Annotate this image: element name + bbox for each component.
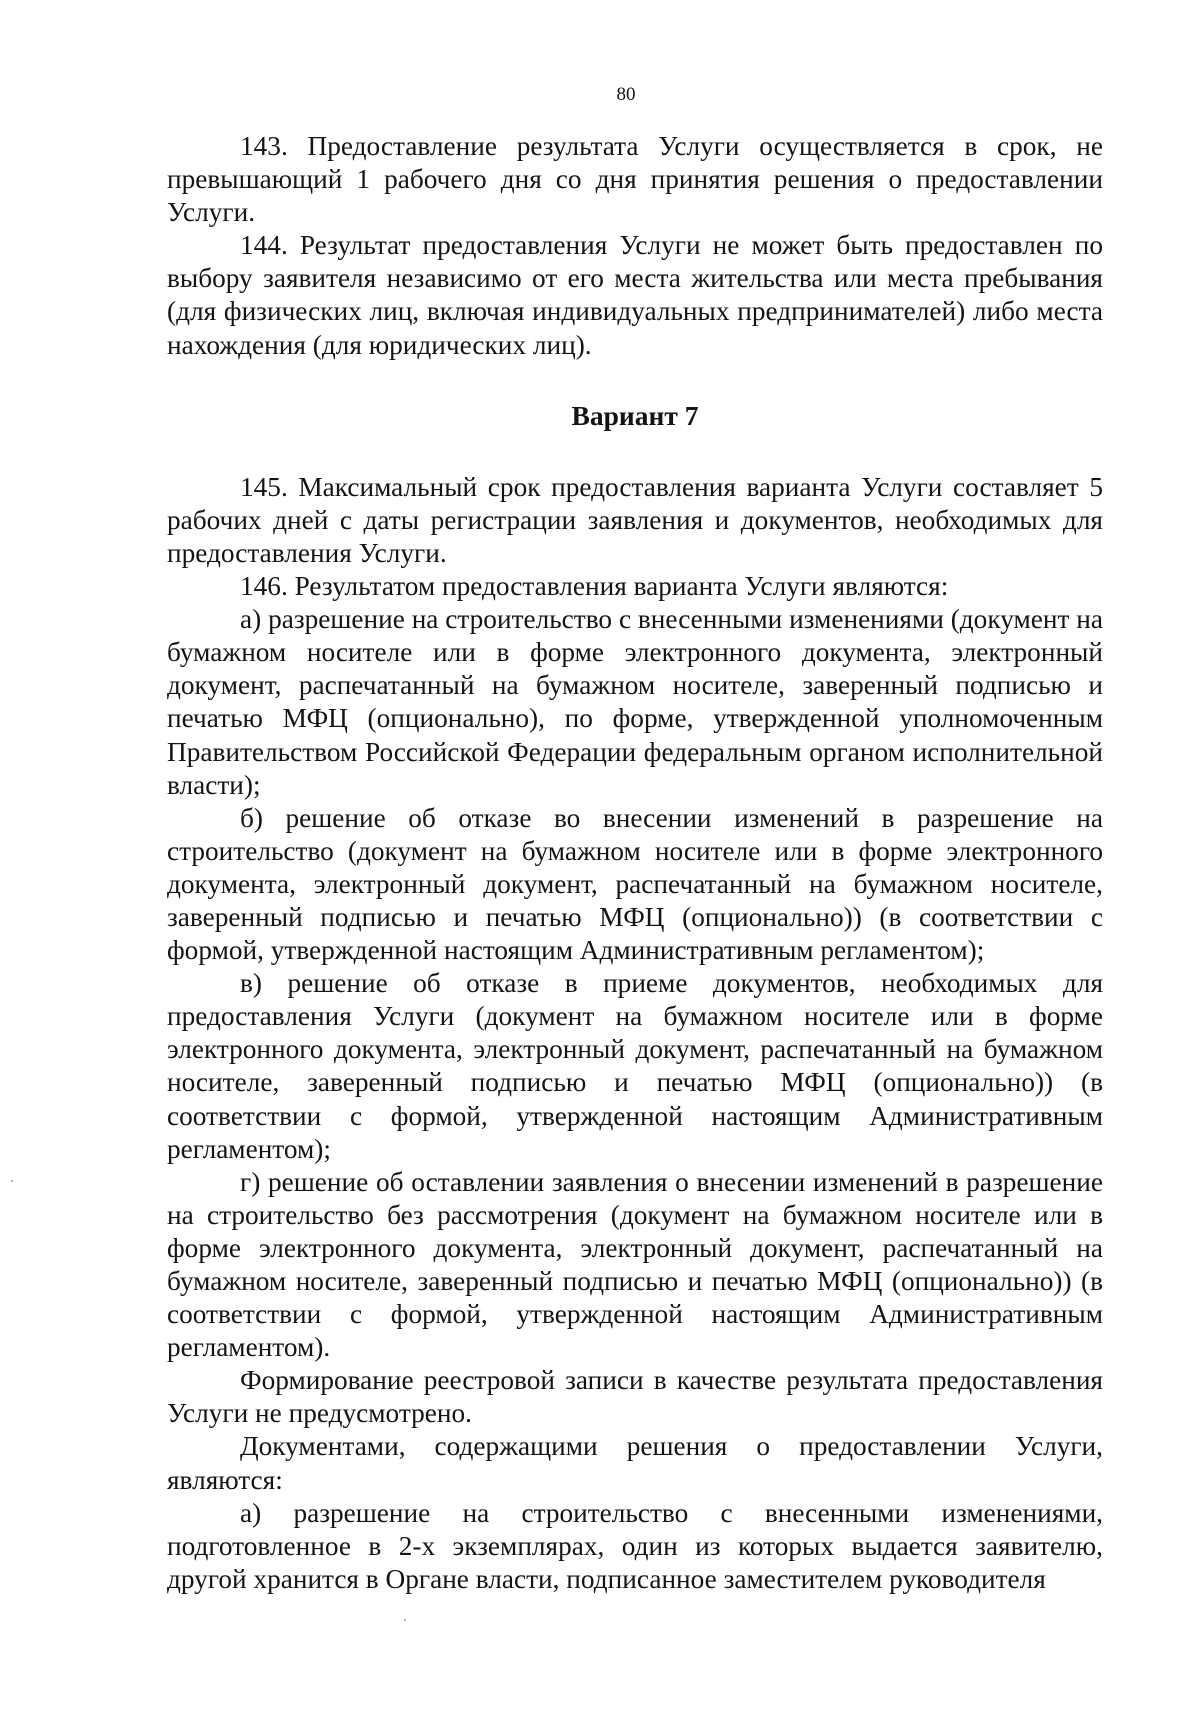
paragraph-143: 143. Предоставление результата Услуги осуществляется в срок, не превышающий 1 рабочего дня со дня принятия решения о предоставлении Услуги.	[167, 131, 1103, 228]
scan-speck	[11, 1180, 13, 1182]
list-item-a: а) разрешение на строительство с внесенными изменениями (документ на бумажном носителе или в форме электронного документа, электронный документ, распечатанный на бумажном носителе, заверенный подписью и печатью МФЦ (опционально), по форме, утвержденной уполномоченным Правительством Российской Федерации федеральным органом исполнительной власти);	[167, 604, 1103, 800]
list-item-b: б) решение об отказе во внесении изменений в разрешение на строительство (документ на бумажном носителе или в форме электронного документа, электронный документ, распечатанный на бумажном носителе, заверенный подписью и печатью МФЦ (опционально)) (в соответствии с формой, утвержденной настоящим Административным регламентом);	[167, 802, 1103, 966]
list-item-g: г) решение об оставлении заявления о внесении изменений в разрешение на строительство без рассмотрения (документ на бумажном носителе или в форме электронного документа, электронный документ, распечатанный на бумажном носителе, заверенный подписью и печатью МФЦ (опционально)) (в соответствии с формой, утвержденной настоящим Административным регламентом).	[167, 1166, 1103, 1363]
page-number: 80	[616, 84, 636, 105]
paragraph-144: 144. Результат предоставления Услуги не может быть предоставлен по выбору заявителя независимо от его места жительства или места пребывания (для физических лиц, включая индивидуальных предпринимателей) либо места нахождения (для юридических лиц).	[167, 230, 1103, 360]
paragraph-registry-record: Формирование реестровой записи в качестве результата предоставления Услуги не предусмотрено.	[167, 1365, 1103, 1429]
paragraph-145: 145. Максимальный срок предоставления варианта Услуги составляет 5 рабочих дней с даты регистрации заявления и документов, необходимых для предоставления Услуги.	[167, 471, 1103, 568]
list-item-a-second: а) разрешение на строительство с внесенными изменениями, подготовленное в 2-х экземплярах, один из которых выдается заявителю, другой хранится в Органе власти, подписанное заместителем руководителя	[167, 1497, 1103, 1594]
paragraph-146: 146. Результатом предоставления варианта Услуги являются:	[240, 571, 949, 602]
document-body	[167, 130, 1103, 1596]
list-item-v: в) решение об отказе в приеме документов, необходимых для предоставления Услуги (документ на бумажном носителе или в форме электронного документа, электронный документ, распечатанный на бумажном носителе, заверенный подписью и печатью МФЦ (опционально)) (в соответствии с формой, утвержденной настоящим Административным регламентом);	[167, 968, 1103, 1164]
section-heading: Вариант 7	[571, 399, 699, 431]
scan-speck	[404, 1619, 406, 1621]
paragraph-decision-documents: Документами, содержащими решения о предоставлении Услуги, являются:	[167, 1431, 1103, 1495]
